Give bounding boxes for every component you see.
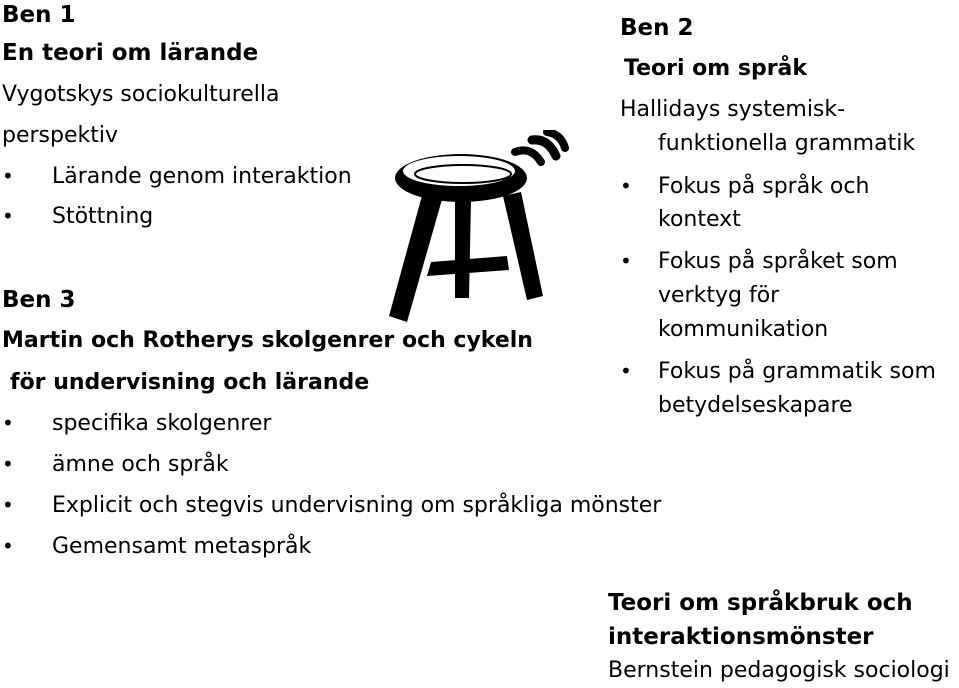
ben1-line1: Vygotskys sociokulturella — [2, 82, 280, 107]
ben1-bullet-1: Lärande genom interaktion — [52, 164, 352, 189]
ben3-bullet-3: Explicit och stegvis undervisning om språkliga mönster — [52, 493, 662, 518]
ben2-bullet-2-line1: Fokus på språket som — [658, 249, 898, 274]
ben3-subheading-line1: Martin och Rotherys skolgenrer och cykeln — [2, 328, 533, 353]
ben1-subheading: En teori om lärande — [2, 40, 259, 66]
ben3-bullet-1: specifika skolgenrer — [52, 411, 272, 436]
ben2-heading: Ben 2 — [620, 15, 694, 41]
ben2-bullet-1-line2: kontext — [658, 207, 741, 232]
ben2-bullet-2-line3: kommunikation — [658, 317, 829, 342]
ben1-line2: perspektiv — [2, 123, 119, 148]
ben1-heading: Ben 1 — [2, 2, 76, 28]
bullet-icon: • — [2, 452, 14, 476]
bullet-icon: • — [2, 164, 14, 188]
bullet-icon: • — [620, 359, 632, 383]
ben2-bullet-1-line1: Fokus på språk och — [658, 174, 870, 199]
bullet-icon: • — [2, 493, 14, 517]
ben2-bullet-3-line1: Fokus på grammatik som — [658, 359, 936, 384]
ben2-bullet-2-line2: verktyg för — [658, 283, 780, 308]
bottom-heading-line2: interaktionsmönster — [608, 624, 874, 650]
bottom-heading-line1: Teori om språkbruk och — [608, 590, 913, 616]
bottom-text: Bernstein pedagogisk sociologi — [608, 658, 950, 683]
bullet-icon: • — [2, 534, 14, 558]
three-legged-stool-icon — [385, 130, 575, 330]
ben3-subheading-line2: för undervisning och lärande — [10, 370, 370, 395]
bullet-icon: • — [2, 411, 14, 435]
bullet-icon: • — [620, 174, 632, 198]
ben3-bullet-2: ämne och språk — [52, 452, 229, 477]
ben3-bullet-4: Gemensamt metaspråk — [52, 534, 312, 559]
ben2-subheading: Teori om språk — [624, 56, 808, 81]
bullet-icon: • — [2, 204, 14, 228]
ben2-line2: funktionella grammatik — [658, 131, 916, 156]
ben3-heading: Ben 3 — [2, 287, 76, 313]
ben2-bullet-3-line2: betydelseskapare — [658, 393, 853, 418]
bullet-icon: • — [620, 249, 632, 273]
ben2-line1: Hallidays systemisk- — [620, 97, 846, 122]
ben1-bullet-2: Stöttning — [52, 204, 154, 229]
